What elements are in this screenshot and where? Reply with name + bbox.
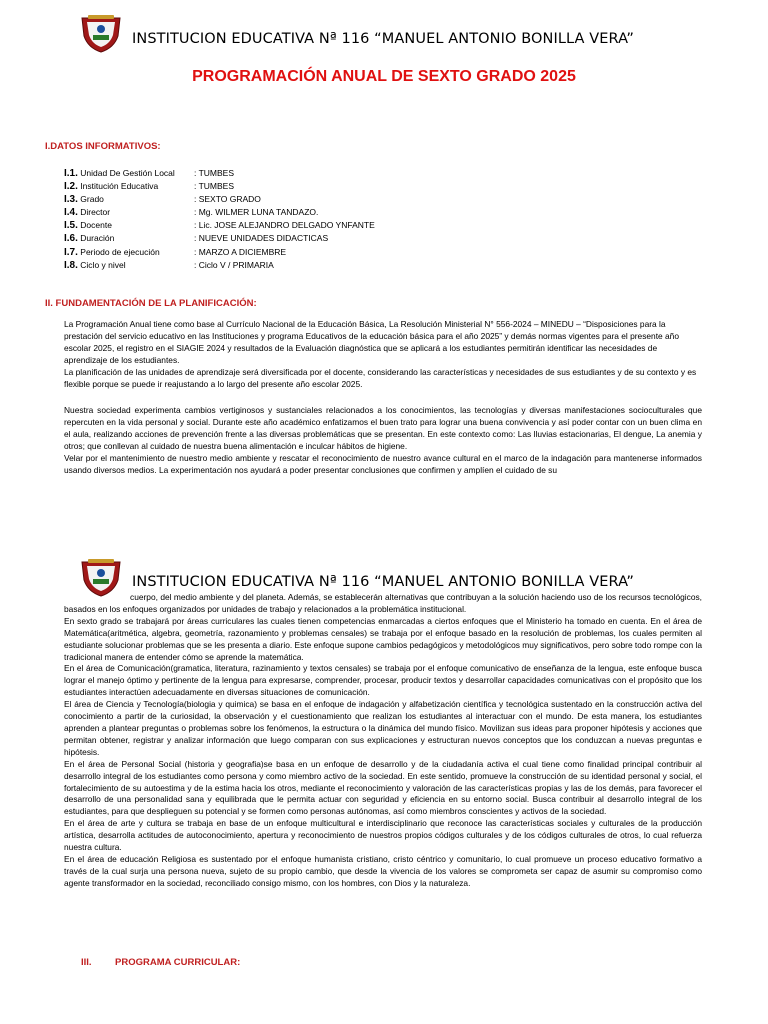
info-row-label: Unidad De Gestión Local: [80, 168, 175, 178]
school-name-header: INSTITUCION EDUCATIVA Nª 116 “MANUEL ANTONIO BONILLA VERA”: [132, 31, 634, 47]
paragraph: En el área de arte y cultura se trabaja en base de un enfoque multicultural e interdisciplinario que reconoce las características sociales y culturales de la producción artística, desarrolla actitudes de autoconocimiento, apertura y reconocimiento de nuestros propios códigos culturales y de los códigos culturales de otros, lo cual refuerza nuestra cultura.: [64, 818, 702, 853]
section-1-heading: I.DATOS INFORMATIVOS:: [45, 141, 161, 152]
paragraph: Velar por el mantenimiento de nuestro medio ambiente y rescatar el reconocimiento de nuestro avance cultural en el marco de la indagación para mantenerse informados usando diversos medios. La experimentación nos ayudará a poder presentar conclusiones que confirmen y amplíen el cuidado de su: [64, 452, 702, 475]
page-2-text-block: [64, 592, 702, 890]
info-row-label: Institución Educativa: [80, 181, 159, 192]
info-row-value: : Ciclo V / PRIMARIA: [194, 259, 274, 270]
info-row-number: I.8.: [64, 259, 78, 271]
info-row-value: : TUMBES: [194, 181, 234, 192]
info-row-value: : MARZO A DICIEMBRE: [194, 246, 287, 257]
paragraph: Nuestra sociedad experimenta cambios vertiginosos y sustanciales relacionados a los conocimientos, las tecnologías y diversas manifestaciones socioculturales que repercuten en la vida personal y social. Durante este año académico enfatizamos el buen trato para lograr una buena convivencia y así poder contar con un buen clima en el aula, realizando acciones de prevención frente a las diversas problemáticas que se presentan. En este contexto como: Las lluvias estacionarias, El dengue, La anemia y otros; que conllevan al cuidado de nuestra buena alimentación e inculcar hábitos de higiene.: [64, 405, 702, 451]
info-row-label: Grado: [80, 194, 104, 205]
page-title: PROGRAMACIÓN ANUAL DE SEXTO GRADO 2025: [192, 68, 576, 85]
info-row-number: I.6.: [64, 233, 78, 245]
info-row-number: I.4.: [64, 207, 78, 219]
info-row-number: I.2.: [64, 181, 78, 193]
paragraph: En el área de Comunicación(gramatica, literatura, razinamiento y textos censales) se trabaja por el enfoque comunicativo de enseñanza de la lengua, este enfoque busca lograr el manejo óptimo y pertinente de la lengua para expresarse, comprender, procesar, producir textos y desarrollar capacidades comunicativas con el propósito que los estudiantes interactúen adecuadamente en diversas situaciones de comunicación.: [64, 663, 702, 698]
info-row-label: Duración: [80, 233, 115, 244]
info-row: [64, 180, 234, 193]
school-name-header: INSTITUCION EDUCATIVA Nª 116 “MANUEL ANTONIO BONILLA VERA”: [132, 574, 634, 590]
info-row-label: Periodo de ejecución: [80, 246, 160, 257]
info-row-value: : NUEVE UNIDADES DIDACTICAS: [194, 233, 329, 244]
paragraph: La planificación de las unidades de aprendizaje será diversificada por el docente, considerando las características y necesidades de sus estudiantes y de su contexto y es flexible porque se puede ir reajustando a lo largo del presente año escolar 2025.: [64, 366, 697, 389]
fundamentacion-text-block-2: [64, 405, 702, 477]
info-row: [64, 193, 261, 206]
section-2-heading: II. FUNDAMENTACIÓN DE LA PLANIFICACIÓN:: [45, 298, 257, 309]
paragraph: La Programación Anual tiene como base al Currículo Nacional de la Educación Básica, La Resolución Ministerial N° 556-2024 – MINEDU – “Disposiciones para la prestación del servicio educativo en las Instituciones y programa Educativos de la educación básica para el año 2025” y demás normas vigentes para el presente año escolar 2025, el registro en el SIAGIE 2024 y resultados de la Evaluación diagnóstica que se aplicará a los estudiantes permitirán identificar las necesidades de aprendizaje de los estudiantes.: [64, 319, 679, 365]
info-row-value: : TUMBES: [194, 168, 234, 178]
section-3-number: III.: [81, 957, 92, 968]
info-row-value: : Mg. WILMER LUNA TANDAZO.: [194, 207, 319, 218]
info-row-number: I.3.: [64, 194, 78, 206]
paragraph: En sexto grado se trabajará por áreas curriculares las cuales tienen competencias enmarcadas a ciertos enfoques que el Ministerio ha tomado en cuenta. En el área de Matemática(aritmética, algebra, geometría, razonamiento y problemas censales) se trabaja por el enfoque basado en la resolución de problemas, los cuales permiten al estudiante solucionar problemas que se les presenta a diario. Este enfoque supone cambios pedagógicos y metodológicos muy significativos, pero sobre todo rompe con la tradicional manera de entender cómo se aprende la matemática.: [64, 615, 702, 662]
info-row-number: I.7.: [64, 246, 78, 258]
paragraph: En el área de Personal Social (historia y geografia)se basa en un enfoque de desarrollo y de la ciudadanía activa el cual tiene como finalidad principal contribuir al desarrollo integral de los estudiantes como persona y como miembro activo de la sociedad. En este sentido, promueve la construcción de su identidad personal y social, el fortalecimiento de su autoestima y de la estima hacia los otros, mediante el reconocimiento y valoración de las características propias y las de los demás, para favorecer el desarrollo de una personalidad sana y equilibrada que le permita actuar con seguridad y eficiencia en su entorno social. Busca contribuir al desarrollo integral de los estudiantes, para que desplieguen su potencial y se formen como personas autónomas, así como miembros conscientes y activos de la sociedad.: [64, 758, 702, 817]
paragraph: El área de Ciencia y Tecnología(biologia y quimica) se basa en el enfoque de indagación y alfabetización científica y tecnológica sustentado en la construcción activa del conocimiento a partir de la curiosidad, la observación y el cuestionamiento que realizan los estudiantes al interactuar con el mundo. De esta manera, los estudiantes aprenden a plantear preguntas o problemas sobre los fenómenos, la estructura o la dinámica del mundo físico. Movilizan sus ideas para proponer hipótesis y acciones que permitan obtener, registrar y analizar información que luego comparan con sus explicaciones y estructuran nuevos conceptos que los conduzcan a nuevas preguntas e hipótesis.: [64, 699, 702, 757]
fundamentacion-text-block-1: [64, 319, 702, 390]
info-row-label: Director: [80, 207, 111, 218]
section-3-heading: PROGRAMA CURRICULAR:: [115, 957, 241, 968]
info-row-number: I.5.: [64, 220, 78, 232]
info-row-label: Ciclo y nivel: [80, 259, 126, 270]
info-row: [64, 232, 329, 245]
info-row-label: Docente: [80, 220, 112, 231]
info-row-value: : SEXTO GRADO: [194, 194, 261, 205]
datos-informativos-list: [64, 167, 375, 272]
info-row-value: : Lic. JOSE ALEJANDRO DELGADO YNFANTE: [194, 220, 375, 231]
info-row: [64, 167, 234, 180]
info-row: [64, 206, 319, 219]
paragraph: En el área de educación Religiosa es sustentado por el enfoque humanista cristiano, cristo céntrico y comunitario, lo cual promueve un proceso educativo formativo a través de la cual surja una persona nueva, sujeto de su propio cambio, que desde la vivencia de los valores se comprometa ser capaz de asumir su compromiso como agente transformador en la sociedad, reconciliado consigo mismo, con los hombres, con Dios y la naturaleza.: [64, 853, 702, 888]
info-row: [64, 259, 274, 272]
paragraph: cuerpo, del medio ambiente y del planeta. Además, se establecerán alternativas que contribuyan a la solución haciendo uso de los recursos tecnológicos, basados en los enfoques organizados por unidades de trabajo y relacionados a la problemática institucional.: [64, 592, 702, 614]
info-row: [64, 219, 375, 232]
info-row-number: I.1.: [64, 168, 78, 179]
info-row: [64, 246, 287, 259]
school-crest-icon: [80, 14, 122, 54]
